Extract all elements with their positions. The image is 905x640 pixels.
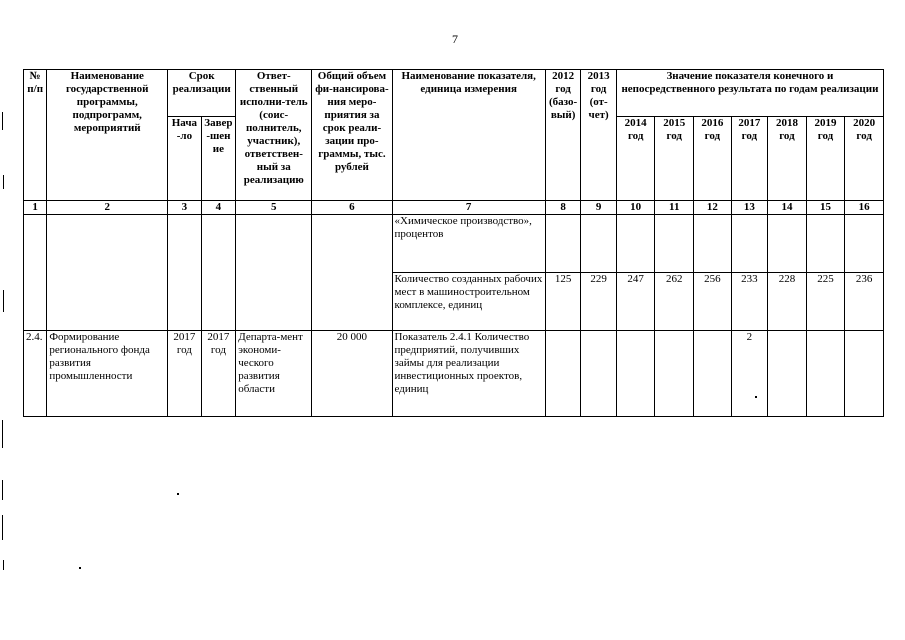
header-year-2016: 2016 год — [694, 117, 732, 201]
header-year-2020: 2020 год — [845, 117, 884, 201]
header-year-2014: 2014 год — [616, 117, 655, 201]
cell-2013 — [581, 331, 617, 417]
scan-speck — [79, 567, 81, 569]
column-number: 14 — [768, 201, 807, 215]
column-number: 10 — [616, 201, 655, 215]
cell-no — [24, 215, 47, 331]
cell-indicator: Показатель 2.4.1 Количество предприятий, получивших займы для реализации инвестиционных проектов, единиц — [392, 331, 545, 417]
cell-2014 — [616, 215, 655, 273]
column-number: 15 — [806, 201, 845, 215]
header-start: Нача-ло — [168, 117, 202, 201]
column-number: 5 — [236, 201, 312, 215]
header-2013: 2013 год (от-чет) — [581, 70, 617, 201]
header-term: Срок реализации — [168, 70, 236, 117]
cell-volume — [312, 215, 392, 331]
cell-no: 2.4. — [24, 331, 47, 417]
cell-2018 — [768, 331, 807, 417]
column-number: 7 — [392, 201, 545, 215]
header-end: Завер-шение — [201, 117, 236, 201]
cell-2015 — [655, 331, 694, 417]
cell-2015 — [655, 215, 694, 273]
scan-speck — [755, 396, 757, 398]
header-volume: Общий объем фи-нансирова-ния меро-приятия за срок реали-зации про-граммы, тыс. рублей — [312, 70, 392, 201]
column-number: 6 — [312, 201, 392, 215]
cell-2019 — [806, 215, 845, 273]
cell-name — [47, 215, 168, 331]
column-number: 8 — [545, 201, 581, 215]
cell-start: 2017 год — [168, 331, 202, 417]
header-2012: 2012 год (базо-вый) — [545, 70, 581, 201]
page-number: 7 — [452, 32, 458, 46]
cell-2020 — [845, 215, 884, 273]
cell-2013: 229 — [581, 273, 617, 331]
cell-2019: 225 — [806, 273, 845, 331]
column-number: 13 — [731, 201, 768, 215]
scan-mark — [2, 480, 3, 500]
cell-2020: 236 — [845, 273, 884, 331]
column-number: 16 — [845, 201, 884, 215]
cell-2016: 256 — [694, 273, 732, 331]
cell-indicator: Количество созданных рабочих мест в машиностроительном комплексе, единиц — [392, 273, 545, 331]
cell-name: Формирование регионального фонда развития промышленности — [47, 331, 168, 417]
scan-speck — [177, 493, 179, 495]
cell-volume: 20 000 — [312, 331, 392, 417]
scan-mark — [3, 175, 4, 189]
table-row — [24, 331, 884, 417]
column-number: 11 — [655, 201, 694, 215]
cell-2018 — [768, 215, 807, 273]
cell-2012: 125 — [545, 273, 581, 331]
column-number-row — [24, 201, 884, 215]
cell-2017: 233 — [731, 273, 768, 331]
cell-end: 2017 год — [201, 331, 236, 417]
header-year-2017: 2017 год — [731, 117, 768, 201]
header-year-2015: 2015 год — [655, 117, 694, 201]
cell-end — [201, 215, 236, 331]
column-number: 2 — [47, 201, 168, 215]
cell-2020 — [845, 331, 884, 417]
scan-mark — [3, 560, 4, 570]
scan-mark — [2, 112, 3, 130]
scan-mark — [3, 290, 4, 312]
header-year-2019: 2019 год — [806, 117, 845, 201]
cell-indicator: «Химическое производство», процентов — [392, 215, 545, 273]
cell-2012 — [545, 215, 581, 273]
cell-2013 — [581, 215, 617, 273]
cell-2012 — [545, 331, 581, 417]
cell-2014: 247 — [616, 273, 655, 331]
header-name: Наименование государственной программы, подпрограмм, мероприятий — [47, 70, 168, 201]
cell-start — [168, 215, 202, 331]
column-number: 4 — [201, 201, 236, 215]
header-indicator: Наименование показателя, единица измерения — [392, 70, 545, 201]
cell-2016 — [694, 331, 732, 417]
column-number: 12 — [694, 201, 732, 215]
indicator-table — [23, 69, 884, 417]
cell-responsible — [236, 215, 312, 331]
cell-2018: 228 — [768, 273, 807, 331]
scan-mark — [2, 420, 3, 448]
header-values: Значение показателя конечного и непосредственного результата по годам реализации — [616, 70, 883, 117]
header-year-2018: 2018 год — [768, 117, 807, 201]
cell-2016 — [694, 215, 732, 273]
scan-mark — [2, 515, 3, 540]
cell-2017 — [731, 215, 768, 273]
cell-2017: 2 — [731, 331, 768, 417]
column-number: 3 — [168, 201, 202, 215]
column-number: 1 — [24, 201, 47, 215]
header-responsible: Ответ-ственный исполни-тель (соис-полнитель, участник), ответствен-ный за реализацию — [236, 70, 312, 201]
table-row — [24, 215, 884, 273]
cell-2014 — [616, 331, 655, 417]
column-number: 9 — [581, 201, 617, 215]
cell-responsible: Департа-мент экономи-ческого развития области — [236, 331, 312, 417]
cell-2015: 262 — [655, 273, 694, 331]
header-no: № п/п — [24, 70, 47, 201]
cell-2019 — [806, 331, 845, 417]
